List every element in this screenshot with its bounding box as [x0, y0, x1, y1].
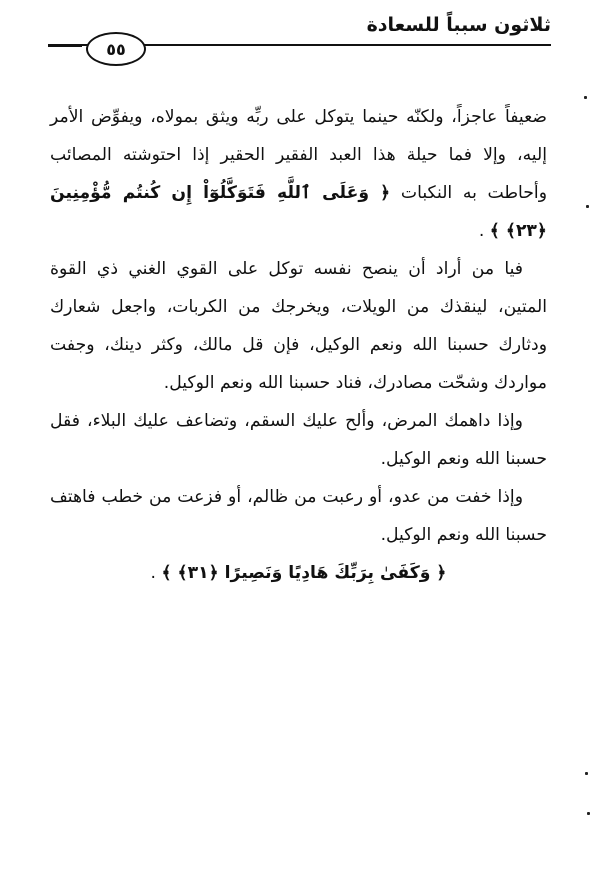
page-number: [86, 32, 146, 66]
running-header-title: ثلاثون سبباً للسعادة: [366, 14, 551, 36]
quran-verse-1: ﴿ وَعَلَى ٱللَّهِ فَتَوَكَّلُوٓاْ إِن كُنتُم مُّؤْمِنِينَ ﴿٢٣﴾ ﴾: [50, 183, 547, 241]
quran-verse-2: ﴿ وَكَفَىٰ بِرَبِّكَ هَادِيًا وَنَصِيرًا ﴿٣١﴾ ﴾: [161, 563, 447, 583]
page-number-text: ٥٥: [106, 39, 126, 59]
margin-speck: [586, 205, 589, 208]
closing-verse-line: [50, 554, 547, 592]
paragraph-1-tail: .: [478, 221, 485, 241]
paragraph-2: [50, 250, 547, 402]
paragraph-4-text: وإذا خفت من عدو، أو رعبت من ظالم، أو فزعت من خطب فاهتف حسبنا الله ونعم الوكيل.: [50, 487, 547, 545]
paragraph-3: [50, 402, 547, 478]
body-text: [50, 98, 547, 592]
paragraph-4: [50, 478, 547, 554]
margin-speck: [584, 96, 587, 99]
paragraph-1-text: ضعيفاً عاجزاً، ولكنّه حينما يتوكل على ربِّه ويثق بمولاه، ويفوِّض الأمر إليه، وإلا فما حيلة هذا العبد الفقير الحقير إذا احتوشته المصائب وأحاطت به النكبات: [50, 107, 547, 203]
header-rule-left-dash: [48, 45, 82, 47]
margin-speck: [587, 812, 590, 815]
paragraph-3-text: وإذا داهمك المرض، وألح عليك السقم، وتضاعف عليك البلاء، فقل حسبنا الله ونعم الوكيل.: [50, 411, 547, 469]
margin-speck: [585, 772, 588, 775]
paragraph-1: [50, 98, 547, 250]
paragraph-2-text: فيا من أراد أن ينصح نفسه توكل على القوي الغني ذي القوة المتين، لينقذك من الويلات، ويخرجك من الكربات، واجعل شعارك ودثارك حسبنا الله ونعم الوكيل، فإن قل مالك، وكثر دينك، وجفت مواردك وشحّت مصادرك، فناد حسبنا الله ونعم الوكيل.: [50, 259, 547, 393]
closing-verse-tail: .: [150, 563, 156, 583]
